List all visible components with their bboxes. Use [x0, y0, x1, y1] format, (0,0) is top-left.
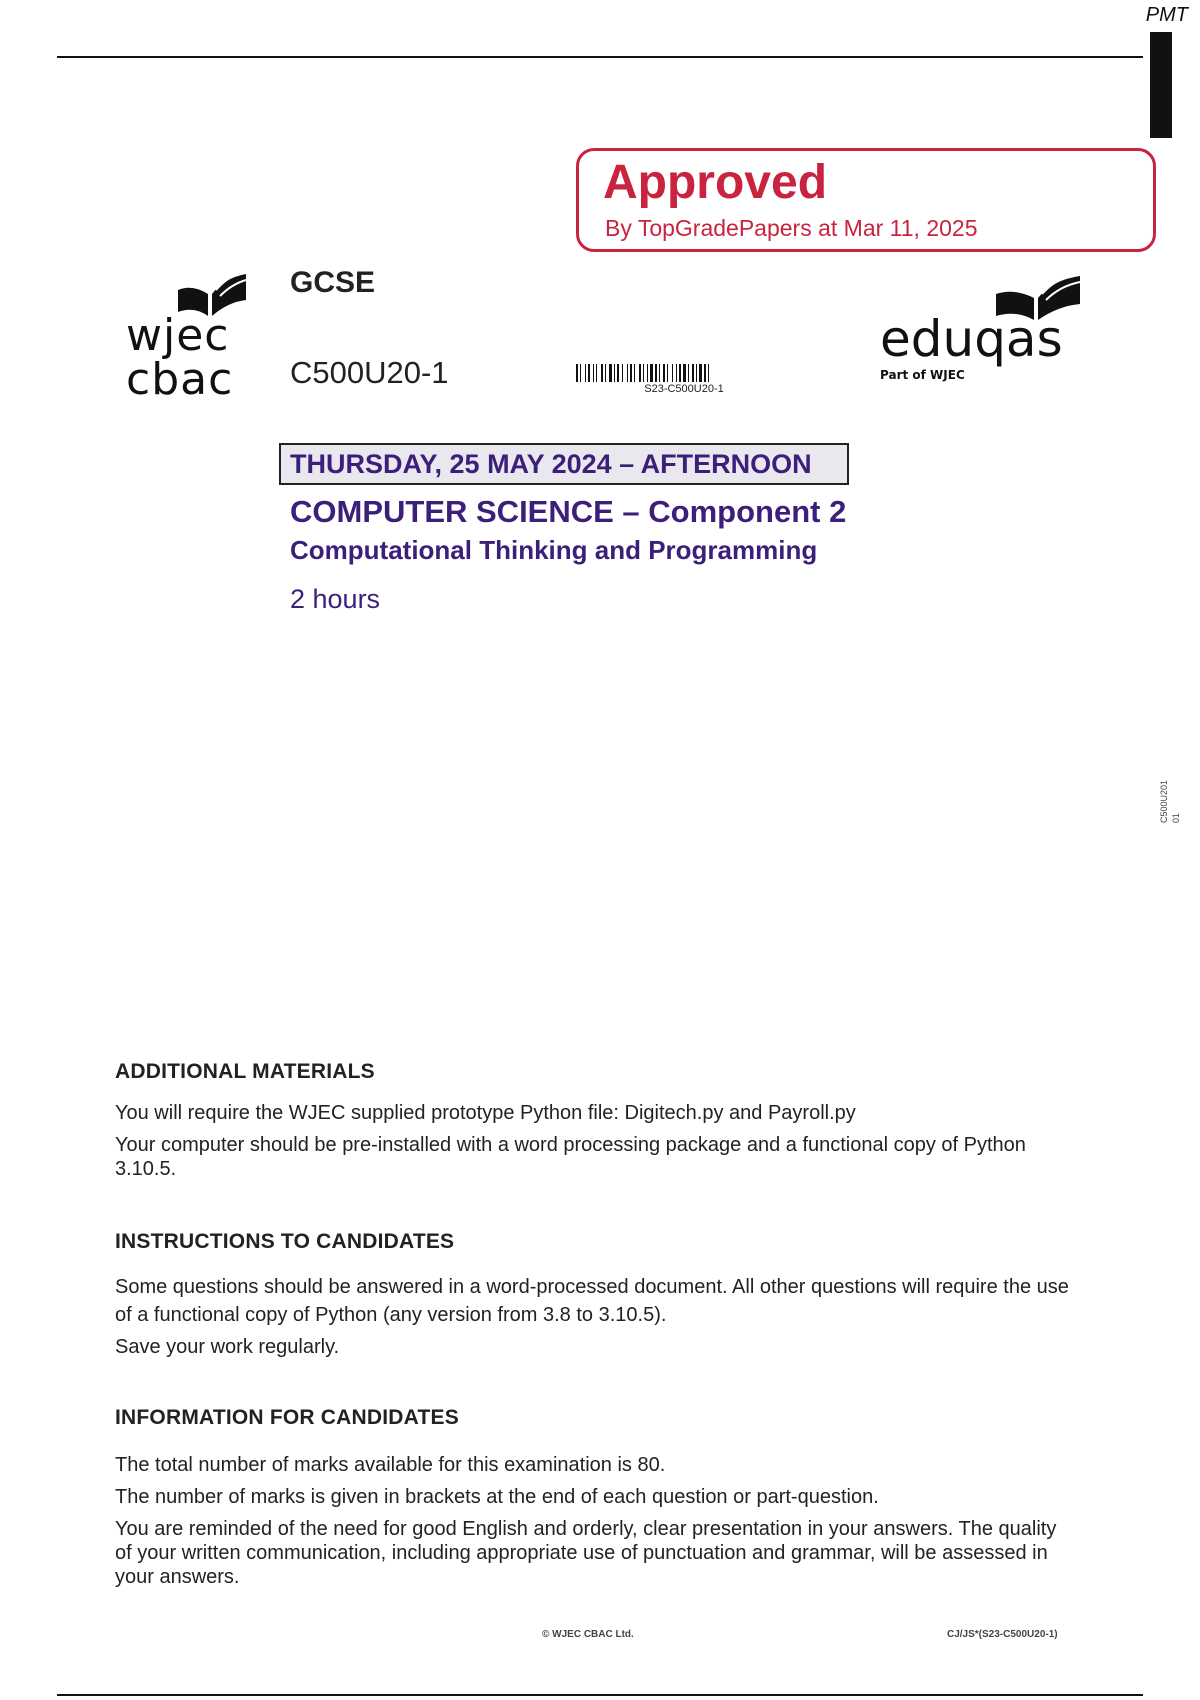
paragraph: The total number of marks available for this examination is 80.	[115, 1454, 666, 1476]
bottom-rule	[57, 1694, 1143, 1696]
side-code	[1158, 780, 1182, 823]
information-section	[115, 1406, 1075, 1589]
side-code-line-2: 01	[1171, 813, 1181, 824]
barcode-text: S23-C500U20-1	[644, 383, 724, 395]
logo-line-1: wjec	[126, 310, 230, 361]
eduqas-subline: Part of WJEC	[880, 368, 965, 382]
section-heading: INFORMATION FOR CANDIDATES	[115, 1406, 459, 1429]
paragraph: The number of marks is given in brackets at the end of each question or part-question.	[115, 1486, 879, 1508]
exam-subject: COMPUTER SCIENCE – Component 2	[290, 494, 847, 529]
eduqas-logo	[874, 272, 1094, 387]
side-code-line-1: C500U201	[1159, 780, 1169, 824]
logo-line-2: cbac	[126, 354, 234, 405]
exam-date: THURSDAY, 25 MAY 2024 – AFTERNOON	[279, 443, 849, 485]
qualification-level: GCSE	[290, 266, 376, 299]
instructions-section	[115, 1230, 1075, 1359]
paragraph: Save your work regularly.	[115, 1336, 340, 1358]
copyright: © WJEC CBAC Ltd.	[542, 1629, 634, 1640]
corner-tag: PMT	[1145, 4, 1188, 26]
eduqas-wordmark: eduqas	[880, 310, 1063, 368]
top-rule	[57, 56, 1143, 58]
stamp-subtitle: By TopGradePapers at Mar 11, 2025	[605, 215, 978, 241]
wjec-cbac-logo	[118, 270, 258, 405]
additional-materials-section	[115, 1060, 1075, 1181]
paragraph: You will require the WJEC supplied prototype Python file: Digitech.py and Payroll.py	[115, 1102, 856, 1124]
section-heading: INSTRUCTIONS TO CANDIDATES	[115, 1230, 455, 1253]
paragraph: You are reminded of the need for good English and orderly, clear presentation in your answers. The quality of your written communication, including appropriate use of punctuation and grammar, will be assessed in your answers.	[115, 1518, 1057, 1588]
approved-stamp	[576, 148, 1156, 252]
exam-duration: 2 hours	[290, 584, 381, 614]
stamp-title: Approved	[603, 156, 828, 209]
paragraph: Some questions should be answered in a word-processed document. All other questions will require the use of a functional copy of Python (any version from 3.8 to 3.10.5).	[115, 1276, 1069, 1326]
paragraph: Your computer should be pre-installed with a word processing package and a functional copy of Python 3.10.5.	[115, 1134, 1026, 1180]
margin-bar	[1150, 32, 1172, 138]
barcode	[576, 364, 792, 382]
exam-subtitle: Computational Thinking and Programming	[290, 535, 818, 565]
paper-code: C500U20-1	[290, 355, 449, 390]
document-reference: CJ/JS*(S23-C500U20-1)	[947, 1629, 1058, 1640]
section-heading: ADDITIONAL MATERIALS	[115, 1060, 375, 1083]
